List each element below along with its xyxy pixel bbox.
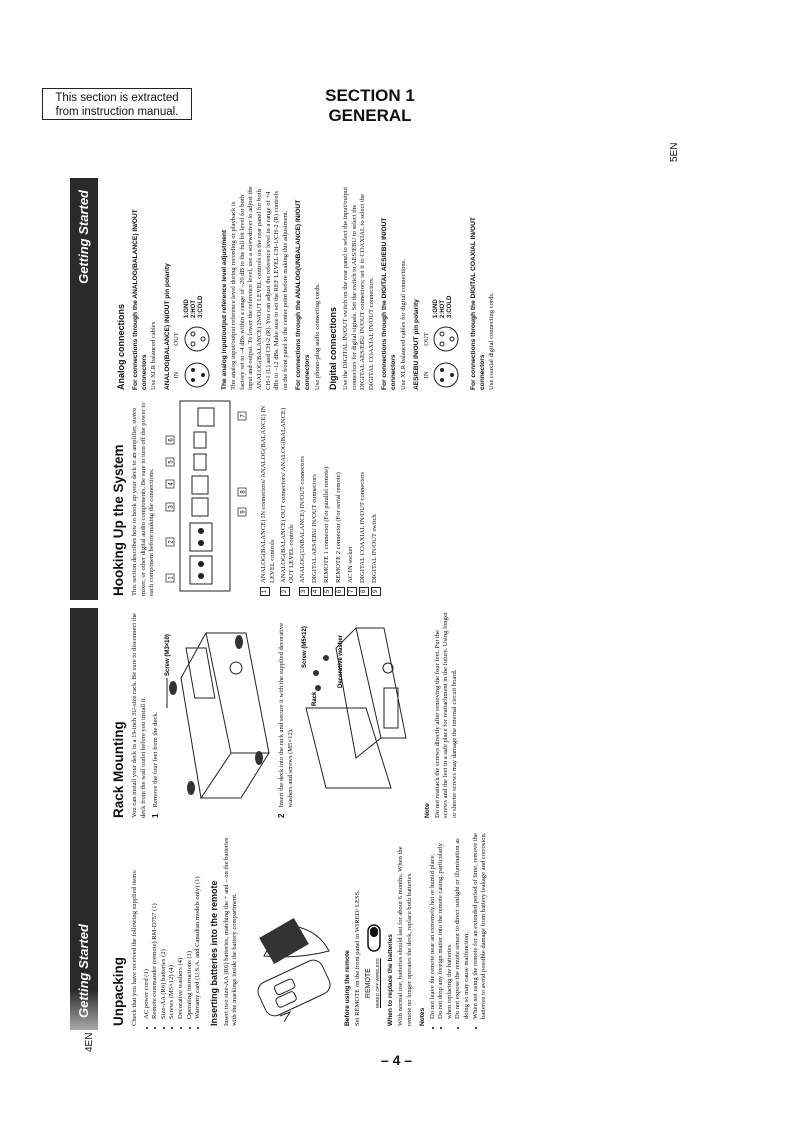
analog-unbalance-title: For connections through the ANALOG(UNBALANCE) IN/OUT connectors — [295, 199, 311, 390]
list-item: 3 ANALOG(UNBALANCE) IN/OUT connectors — [299, 396, 309, 596]
analog-pin-title: ANALOG(BALANCE) IN/OUT pin polarity — [163, 263, 171, 390]
aes-in-label: IN — [422, 371, 430, 379]
remote-switch-illustration — [365, 830, 382, 1008]
list-item: • Decorative washers (4) — [177, 830, 186, 1019]
list-item: • Do not expose the remote sensor to direct sunlight or illumination as doing so may cause malfunction. — [454, 830, 471, 1019]
aes-out-label: OUT — [422, 332, 430, 346]
batteries-title: Inserting batteries into the remote — [208, 880, 219, 1026]
extract-note-box: This section is extracted from instruction manual. — [42, 88, 192, 120]
reference-level-text: The analog input/output reference level during recording or playback is factory set to –4 dBs within a range of –20 dB to the full bit level for both input and output. To lower the reference level, use a screwdriver to adjust the ANALOG(BALANCE) IN/OUT LEVEL controls on the rear panel for both CH-1 (L) and CH-2 (R). You can adjust the reference level in a range of +4 dBs to –12 dBs. Make sure to set the REF LEVEL CH-1/CH-2 (R) controls on the front panel to the center point before making this adjustment. — [230, 186, 289, 390]
unpacking-intro: Check that you have received the following supplied items: — [131, 869, 138, 1026]
list-item: 8 DIGITAL COAXIAL IN/OUT connectors — [359, 396, 369, 596]
notes-list — [429, 830, 489, 1026]
coaxial-title: For connections through the DIGITAL COAXIAL IN/OUT connectors — [470, 217, 486, 390]
page-label-left: 4EN — [84, 1032, 95, 1052]
analog-in-label: IN — [173, 371, 181, 379]
svg-text:7: 7 — [240, 414, 247, 418]
battery-illustration — [244, 830, 339, 1026]
band-left: Getting Started — [70, 608, 98, 1030]
rack-step-2-text: Insert the deck into the rack and secure it with the supplied decorative washers and screws (M5×12). — [278, 622, 294, 808]
washer-label: Decorative washer — [337, 634, 344, 688]
notes-title: Notes — [419, 1007, 427, 1026]
hooking-column — [110, 396, 383, 596]
analog-unbalance-text: Use phono-plug audio connecting cords. — [313, 283, 321, 390]
aes-pin-legend: 1:GND 2:HOT 3:COLD — [433, 295, 454, 318]
list-item: 6 REMOTE 2 connector (For serial remote) — [335, 396, 345, 596]
remote-switch-label: REMOTE — [365, 968, 373, 999]
connections-column — [110, 184, 500, 390]
rack-step-1-text: Remove the four feet from the deck. — [152, 711, 160, 808]
section-name: GENERAL — [328, 106, 412, 125]
before-using-text: Set REMOTE on the front panel to WIRED/ LESS. — [353, 890, 361, 1026]
hooking-title: Hooking Up the System — [111, 444, 126, 596]
rack-step-1: 1 Remove the four feet from the deck. — [151, 711, 161, 818]
aes-text: Use XLR balanced cables for digital connections. — [399, 259, 407, 390]
rack-note-text: Do not reattach the screws directly after removing the four feet. Put the screws and the feet in a safe place for reattachment in the future. Using longer or shorter screws may damage the internal circuit board. — [433, 612, 458, 818]
remote-switch-positions: WIRED OFF WIRELESS — [374, 958, 380, 1008]
list-item: • When not using the remote for an extended period of time, remove the batteries to avoid possible damage from battery leakage and corrosion. — [472, 830, 489, 1019]
svg-text:2: 2 — [168, 540, 175, 544]
list-item: 4 DIGITAL AES/EBU IN/OUT connectors — [311, 396, 321, 596]
svg-text:6: 6 — [168, 438, 175, 442]
list-item: • AC power cord (1) — [143, 830, 152, 1019]
rack-label: Rack — [311, 691, 318, 706]
unpacking-title: Unpacking — [111, 956, 126, 1026]
list-item: 2 ANALOG(BALANCE) OUT connectors/ ANALOG(BALANCE) OUT LEVEL controls — [280, 396, 297, 596]
rack-insert-illustration — [296, 618, 416, 818]
aes-pin-diagram — [423, 184, 465, 390]
manual-spread — [70, 178, 710, 1030]
band-right: Getting Started — [70, 178, 98, 600]
xlr-in-icon — [182, 360, 212, 390]
section-number: SECTION 1 — [325, 86, 415, 105]
list-item: • Operating instructions (1) — [186, 830, 195, 1019]
analog-balance-title: For connections through the ANALOG(BALANCE) IN/OUT connectors — [132, 209, 148, 390]
remote-battery-icon — [244, 916, 339, 1026]
replace-batteries-title: When to replace the batteries — [387, 934, 395, 1026]
rack-step-2: 2 Insert the deck into the rack and secure it with the supplied decorative washers and screws (M5×12). — [278, 612, 295, 818]
analog-balance-text: Use XLR balanced cables — [150, 321, 158, 390]
rack-title: Rack Mounting — [111, 721, 126, 818]
reference-level-title: The analog input/output reference level adjustment — [220, 229, 228, 390]
list-item: 7 AC IN socket — [347, 396, 357, 596]
rack-note-title: Note — [424, 803, 432, 818]
analog-title: Analog connections — [116, 303, 126, 390]
rack-column — [110, 612, 463, 818]
list-item: • Do not drop any foreign matter into the remote casing, particularly when replacing the batteries. — [437, 830, 454, 1019]
list-item: • Warranty card (U.S.A. and Canadian models only) (1) — [194, 830, 203, 1019]
svg-text:1: 1 — [168, 576, 175, 580]
list-item: • Do not leave the remote near an extremely hot or humid place. — [429, 830, 438, 1019]
unpacking-column — [110, 830, 489, 1026]
digital-title: Digital connections — [328, 306, 339, 390]
rack-intro: You can install your deck in a 19-inch 3U-size rack. Be sure to disconnect the deck from the wall outlet before you install it. — [131, 613, 147, 818]
svg-text:8: 8 — [240, 490, 247, 494]
deck-feet-illustration — [161, 618, 271, 818]
svg-text:4: 4 — [168, 482, 175, 486]
xlr-out-icon — [182, 324, 212, 354]
digital-text: Use the DIGITAL IN/OUT switch on the rear panel to select the input/output connectors for digital signals. Set the switch to AES/EBU to select the DIGITAL AES/EBU IN/OUT connectors; set it to COAXIAL to select the DIGITAL COAXIAL IN/OUT connectors. — [342, 186, 375, 390]
batteries-text: Insert two size-AA (R6) batteries, matching the + and – on the batteries with the markings inside the battery compartment. — [222, 837, 239, 1026]
xlr-in-icon — [431, 360, 461, 390]
aes-title: For connections through the DIGITAL AES/EBU IN/OUT connectors — [381, 217, 398, 390]
svg-text:9: 9 — [240, 510, 247, 514]
rear-panel-illustration — [160, 396, 255, 596]
screw-label-1: Screw (M3×10) — [164, 634, 171, 676]
switch-icon — [366, 924, 382, 952]
coaxial-text: Use coaxial digital connecting cords. — [488, 292, 496, 390]
analog-pin-legend: 1:GND 2:HOT 3:COLD — [183, 295, 204, 318]
svg-text:3: 3 — [168, 505, 175, 509]
analog-pin-diagram — [173, 184, 215, 390]
list-item: 1 ANALOG(BALANCE) IN connectors/ ANALOG(BALANCE) IN LEVEL controls — [260, 396, 277, 596]
before-using-title: Before using the remote — [343, 950, 351, 1026]
list-item: 9 DIGITAL IN/OUT switch — [371, 396, 381, 596]
connector-legend — [260, 396, 380, 596]
list-item: • Screws (M5×12) (4) — [168, 830, 177, 1019]
hooking-intro: This section describes how to hook up your deck to an amplifier, stereo mixer, or other digital audio components. Be sure to turn off the power to each component before making the connections. — [131, 402, 156, 596]
footer-page-number: – 4 – — [380, 1052, 413, 1068]
screw-label-2: Screw (M5×12) — [301, 626, 308, 668]
svg-text:5: 5 — [168, 460, 175, 464]
list-item: • Size-AA (R6) batteries (2) — [160, 830, 169, 1019]
page-label-right: 5EN — [669, 142, 680, 162]
aes-pin-title: AES/EBU IN/OUT pin polarity — [413, 299, 421, 390]
list-item: 5 REMOTE 1 connector (For parallel remote) — [323, 396, 333, 596]
supplied-items-list — [143, 830, 203, 1026]
analog-out-label: OUT — [173, 332, 181, 346]
replace-batteries-text: With normal use, batteries should last for about 6 months. When the remote no longer operates the deck, replace both batteries. — [396, 846, 413, 1026]
list-item: • Remote commander (remote) RM-D757 (1) — [151, 830, 160, 1019]
xlr-out-icon — [431, 324, 461, 354]
section-heading — [290, 86, 450, 126]
